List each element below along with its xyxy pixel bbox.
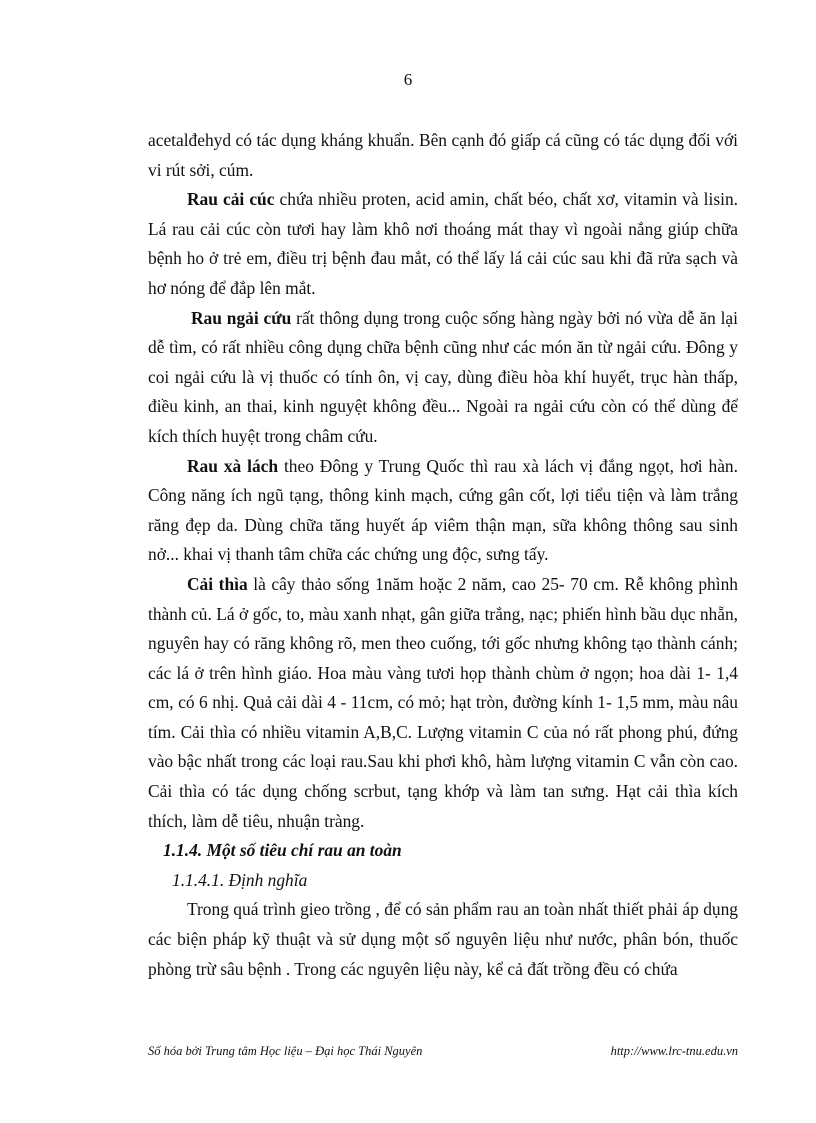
paragraph-cai-thia <box>148 570 738 836</box>
term-xa-lach: Rau xà lách <box>187 455 279 476</box>
text-cai-cuc: chứa nhiều proten, acid amin, chất béo, chất xơ, vitamin và lisin. Lá rau cải cúc còn tươi hay làm khô nơi thoáng mát thay vì ngoài nắng giúp chữa bệnh ho ở trẻ em, điều trị bệnh đau mắt, có thể lấy lá cải cúc sau khi đã rửa sạch và hơ nóng để đắp lên mắt. <box>148 189 738 298</box>
text-cai-thia: là cây thảo sống 1năm hoặc 2 năm, cao 25- 70 cm. Rễ không phình thành củ. Lá ở gốc, to, màu xanh nhạt, gân giữa trắng, nạc; phiến hình bầu dục nhẵn, nguyên hay có răng không rõ, men theo cuống, tới gốc nhưng không tạo thành cánh; các lá ở trên hình giáo. Hoa màu vàng tươi họp thành chùm ở ngọn; hoa dài 1- 1,4 cm, có 6 nhị. Quả cải dài 4 - 11cm, có mỏ; hạt tròn, đường kính 1- 1,5 mm, màu nâu tím. Cải thìa có nhiều vitamin A,B,C. Lượng vitamin C của nó rất phong phú, đứng vào bậc nhất trong các loại rau.Sau khi phơi khô, hàm lượng vitamin C vẫn còn cao. Cải thìa có tác dụng chống scrbut, tạng khớp và làm tan sưng. Hạt cải thìa kích thích, làm dễ tiêu, nhuận tràng. <box>148 573 738 831</box>
paragraph-giap-ca: acetalđehyd có tác dụng kháng khuẩn. Bên cạnh đó giấp cá cũng có tác dụng đối với vi rút sởi, cúm. <box>148 130 738 180</box>
paragraph-ngai-cuu <box>148 304 738 452</box>
paragraph-definition: Trong quá trình gieo trồng , để có sản phẩm rau an toàn nhất thiết phải áp dụng các biện pháp kỹ thuật và sử dụng một số nguyên liệu như nước, phân bón, thuốc phòng trừ sâu bệnh . Trong các nguyên liệu này, kể cả đất trồng đều có chứa <box>148 899 738 979</box>
text-ngai-cuu: rất thông dụng trong cuộc sống hàng ngày bởi nó vừa dễ ăn lại dễ tìm, có rất nhiều công dụng chữa bệnh cũng như các món ăn từ ngải cứu. Đông y coi ngải cứu là vị thuốc có tính ôn, vị cay, dùng điều hòa khí huyết, trục hàn thấp, điều kinh, an thai, kinh nguyệt không đều... Ngoài ra ngải cứu còn có thể dùng để kích thích huyệt trong châm cứu. <box>148 307 738 446</box>
text-xa-lach: theo Đông y Trung Quốc thì rau xà lách vị đắng ngọt, hơi hàn. Công năng ích ngũ tạng, thông kinh mạch, cứng gân cốt, lợi tiểu tiện và làm trắng răng đẹp da. Dùng chữa tăng huyết áp viêm thận mạn, sữa không thông sau sinh nở... khai vị thanh tâm chữa các chứng ung độc, sưng tấy. <box>148 455 738 565</box>
page-body <box>148 126 738 984</box>
term-cai-thia: Cải thìa <box>187 573 248 594</box>
footer-source: Số hóa bởi Trung tâm Học liệu – Đại học Thái Nguyên <box>148 1044 423 1058</box>
footer-url: http://www.lrc-tnu.edu.vn <box>610 1044 738 1058</box>
paragraph-xa-lach <box>148 452 738 570</box>
paragraph-cai-cuc <box>148 185 738 303</box>
section-heading: 1.1.4. Một số tiêu chí rau an toàn <box>163 840 402 861</box>
term-cai-cuc: Rau cải cúc <box>187 189 275 210</box>
page-number: 6 <box>403 70 413 89</box>
page-footer <box>148 1044 738 1059</box>
subsection-heading: 1.1.4.1. Định nghĩa <box>172 869 308 890</box>
term-ngai-cuu: Rau ngải cứu <box>191 307 292 328</box>
